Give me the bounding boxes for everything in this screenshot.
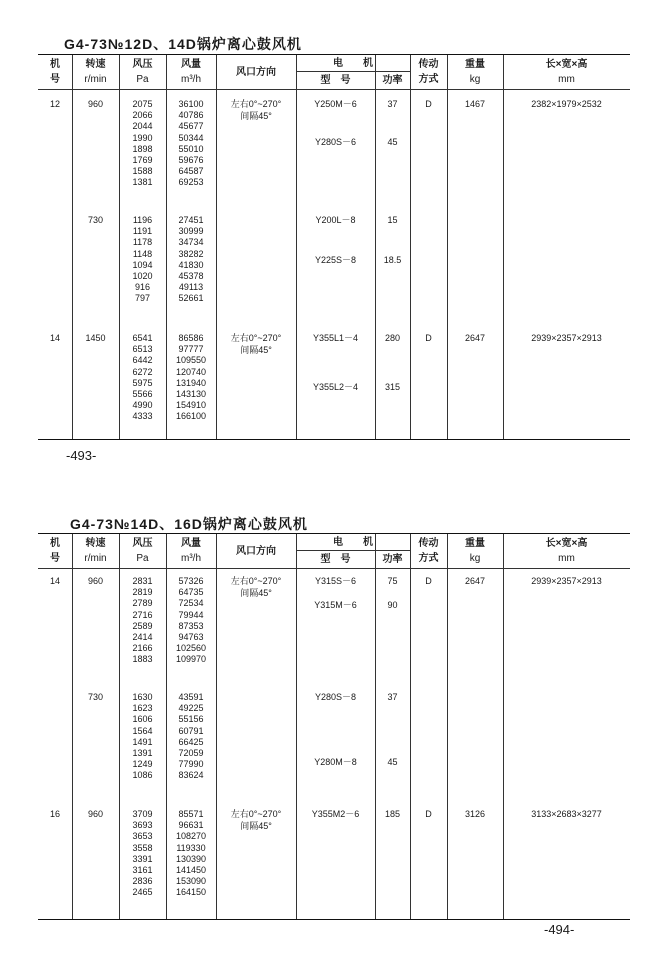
flow-value: 79944 (178, 609, 204, 620)
weight-cell: 2647 (464, 333, 486, 343)
outlet-direction: 左右0°~270° (230, 809, 282, 819)
flow-value: 59676 (178, 154, 204, 165)
dimensions-cell: 3133×2683×3277 (531, 809, 602, 819)
header-drive-2: 方式 (418, 553, 439, 564)
header-drive-2: 方式 (418, 74, 439, 85)
header-outlet: 风口方向 (236, 546, 276, 557)
header-dims-1: 长×宽×高 (545, 59, 588, 70)
fan-spec-table (38, 533, 630, 920)
pressure-value: 2066 (132, 110, 153, 121)
flow-value: 72534 (178, 598, 204, 609)
flow-value: 60791 (178, 725, 204, 736)
drive-type: D (425, 99, 432, 109)
pressure-list (119, 576, 166, 666)
outlet-interval: 间隔45° (240, 111, 272, 121)
flow-value: 141450 (175, 864, 207, 875)
motor-model: Y280M－8 (314, 757, 357, 767)
flow-value: 40786 (178, 110, 204, 121)
pressure-value: 2836 (132, 876, 153, 887)
motor-model: Y355L1－4 (312, 333, 359, 343)
pressure-value: 2044 (132, 121, 153, 132)
speed-cell: 960 (87, 576, 104, 586)
flow-list (166, 99, 216, 189)
page-number: -493- (66, 448, 97, 463)
motor-power: 45 (387, 757, 398, 767)
outlet-interval: 间隔45° (240, 345, 272, 355)
flow-list (166, 576, 216, 666)
motor-power: 37 (387, 99, 398, 109)
weight-cell: 1467 (464, 99, 486, 109)
flow-value: 50344 (178, 132, 204, 143)
outlet-direction: 左右0°~270° (230, 576, 282, 586)
header-dims-2: mm (558, 74, 575, 85)
outlet-direction: 左右0°~270° (230, 99, 282, 109)
drive-type: D (425, 576, 432, 586)
motor-power: 185 (384, 809, 401, 819)
flow-value: 130390 (175, 853, 207, 864)
motor-model: Y280S－8 (314, 692, 357, 702)
header-speed-1: 转速 (85, 538, 106, 549)
pressure-list (119, 333, 166, 423)
flow-value: 164150 (175, 887, 207, 898)
flow-value: 94763 (178, 631, 204, 642)
motor-model: Y355L2－4 (312, 382, 359, 392)
flow-value: 49113 (178, 282, 204, 293)
flow-value: 64587 (178, 166, 204, 177)
pressure-value: 5975 (132, 377, 153, 388)
flow-value: 57326 (178, 576, 204, 586)
pressure-value: 3693 (132, 820, 153, 831)
pressure-value: 1898 (132, 143, 153, 154)
flow-value: 85571 (178, 809, 204, 819)
flow-value: 38282 (178, 248, 204, 259)
flow-value: 72059 (178, 747, 204, 758)
header-flow-2: m³/h (181, 74, 201, 85)
weight-cell: 3126 (464, 809, 486, 819)
flow-value: 36100 (178, 99, 204, 109)
flow-value: 34734 (178, 237, 204, 248)
pressure-value: 916 (134, 282, 151, 293)
pressure-value: 1148 (132, 248, 153, 259)
header-motor-model: 型 号 (320, 75, 351, 86)
header-drive-1: 传动 (418, 538, 439, 549)
flow-value: 108270 (175, 831, 207, 842)
flow-value: 43591 (178, 692, 204, 702)
header-speed-2: r/min (84, 553, 107, 564)
motor-power: 15 (387, 215, 398, 225)
outlet-interval: 间隔45° (240, 588, 272, 598)
header-weight-1: 重量 (465, 538, 485, 549)
pressure-value: 1588 (132, 166, 153, 177)
flow-value: 97777 (178, 344, 204, 355)
header-flow-2: m³/h (181, 553, 201, 564)
header-machine-no-1: 机 (50, 538, 60, 549)
pressure-value: 3161 (132, 864, 153, 875)
flow-value: 45677 (178, 121, 204, 132)
pressure-value: 2831 (132, 576, 153, 586)
pressure-value: 3653 (132, 831, 153, 842)
pressure-value: 2414 (132, 631, 153, 642)
header-flow-1: 风量 (181, 59, 201, 70)
pressure-list (119, 692, 166, 782)
motor-power: 37 (387, 692, 398, 702)
pressure-value: 4990 (132, 400, 153, 411)
header-weight-2: kg (469, 74, 481, 85)
flow-value: 109550 (175, 355, 207, 366)
pressure-value: 2075 (132, 99, 153, 109)
header-weight-1: 重量 (465, 59, 485, 70)
header-machine-no-2: 号 (50, 74, 60, 85)
flow-value: 102560 (175, 643, 207, 654)
header-machine-no-2: 号 (50, 553, 60, 564)
machine-no-cell: 12 (49, 99, 60, 109)
header-outlet: 风口方向 (236, 67, 276, 78)
pressure-value: 3558 (132, 842, 153, 853)
motor-power: 45 (387, 137, 398, 147)
pressure-value: 1391 (132, 747, 153, 758)
pressure-value: 3391 (132, 853, 153, 864)
pressure-value: 2166 (132, 643, 153, 654)
pressure-value: 2819 (132, 587, 153, 598)
pressure-value: 2589 (132, 620, 153, 631)
pressure-value: 2789 (132, 598, 153, 609)
dimensions-cell: 2939×2357×2913 (531, 333, 602, 343)
flow-list (166, 692, 216, 782)
speed-cell: 960 (87, 99, 104, 109)
flow-list (166, 333, 216, 423)
table-title: G4-73№12D、14D锅炉离心鼓风机 (64, 36, 302, 52)
flow-value: 52661 (178, 293, 204, 304)
flow-value: 55156 (178, 714, 204, 725)
pressure-value: 1630 (132, 692, 153, 702)
weight-cell: 2647 (464, 576, 486, 586)
motor-power: 18.5 (383, 255, 402, 265)
pressure-list (119, 809, 166, 899)
pressure-value: 1020 (132, 270, 153, 281)
pressure-value: 1564 (132, 725, 153, 736)
header-motor: 电 机 (333, 58, 373, 69)
pressure-value: 1249 (132, 759, 153, 770)
flow-value: 120740 (175, 366, 207, 377)
flow-value: 64735 (178, 587, 204, 598)
pressure-value: 2716 (132, 609, 153, 620)
pressure-value: 6272 (132, 366, 153, 377)
motor-model: Y225S－8 (314, 255, 357, 265)
pressure-list (119, 99, 166, 189)
header-pressure-1: 风压 (132, 538, 153, 549)
flow-value: 55010 (178, 143, 204, 154)
header-dims-1: 长×宽×高 (545, 538, 588, 549)
pressure-value: 1623 (132, 703, 153, 714)
pressure-value: 797 (134, 293, 151, 304)
outlet-interval: 间隔45° (240, 821, 272, 831)
header-flow-1: 风量 (181, 538, 201, 549)
pressure-value: 1381 (132, 177, 153, 188)
flow-value: 143130 (175, 388, 207, 399)
header-pressure-2: Pa (136, 553, 149, 564)
pressure-value: 1178 (132, 237, 153, 248)
flow-value: 154910 (175, 400, 207, 411)
machine-no-cell: 14 (49, 333, 60, 343)
motor-model: Y200L－8 (315, 215, 356, 225)
flow-value: 66425 (178, 736, 204, 747)
machine-no-cell: 16 (49, 809, 60, 819)
speed-cell: 960 (87, 809, 104, 819)
header-speed-1: 转速 (85, 59, 106, 70)
flow-value: 45378 (178, 270, 204, 281)
machine-no-cell: 14 (49, 576, 60, 586)
drive-type: D (425, 333, 432, 343)
speed-cell: 730 (87, 215, 104, 225)
header-machine-no-1: 机 (50, 59, 60, 70)
pressure-value: 6541 (132, 333, 153, 343)
flow-list (166, 215, 216, 305)
flow-value: 30999 (178, 226, 204, 237)
pressure-value: 6513 (132, 344, 153, 355)
pressure-value: 1491 (132, 736, 153, 747)
flow-value: 166100 (175, 411, 207, 422)
header-motor-power: 功率 (382, 554, 403, 565)
dimensions-cell: 2939×2357×2913 (531, 576, 602, 586)
pressure-list (119, 215, 166, 305)
motor-power: 75 (387, 576, 398, 586)
header-motor-model: 型 号 (320, 554, 351, 565)
header-pressure-1: 风压 (132, 59, 153, 70)
flow-value: 49225 (178, 703, 204, 714)
header-speed-2: r/min (84, 74, 107, 85)
motor-model: Y280S－6 (314, 137, 357, 147)
motor-power: 90 (387, 600, 398, 610)
speed-cell: 730 (87, 692, 104, 702)
flow-value: 96631 (178, 820, 204, 831)
pressure-value: 4333 (132, 411, 153, 422)
header-motor: 电 机 (333, 537, 373, 548)
table-title: G4-73№14D、16D锅炉离心鼓风机 (70, 516, 308, 532)
motor-model: Y250M－6 (314, 99, 357, 109)
header-pressure-2: Pa (136, 74, 149, 85)
pressure-value: 1990 (132, 132, 153, 143)
flow-value: 77990 (178, 759, 204, 770)
pressure-value: 1196 (132, 215, 153, 225)
flow-list (166, 809, 216, 899)
header-motor-power: 功率 (382, 75, 403, 86)
header-drive-1: 传动 (418, 59, 439, 70)
header-weight-2: kg (469, 553, 481, 564)
flow-value: 69253 (178, 177, 204, 188)
pressure-value: 1769 (132, 154, 153, 165)
flow-value: 119330 (176, 842, 206, 853)
motor-power: 280 (384, 333, 401, 343)
pressure-value: 1191 (132, 226, 153, 237)
header-dims-2: mm (558, 553, 575, 564)
flow-value: 87353 (178, 620, 204, 631)
flow-value: 131940 (175, 377, 207, 388)
pressure-value: 1086 (132, 770, 153, 781)
flow-value: 109970 (175, 654, 207, 665)
pressure-value: 3709 (132, 809, 153, 819)
motor-model: Y355M2－6 (311, 809, 360, 819)
flow-value: 153090 (175, 876, 207, 887)
fan-spec-table (38, 54, 630, 440)
pressure-value: 1094 (132, 259, 153, 270)
pressure-value: 5566 (132, 388, 153, 399)
motor-model: Y315S－6 (314, 576, 357, 586)
pressure-value: 6442 (132, 355, 153, 366)
page-number: -494- (544, 922, 575, 937)
motor-power: 315 (384, 382, 401, 392)
flow-value: 86586 (178, 333, 204, 343)
pressure-value: 1883 (132, 654, 153, 665)
flow-value: 83624 (178, 770, 204, 781)
pressure-value: 2465 (132, 887, 153, 898)
outlet-direction: 左右0°~270° (230, 333, 282, 343)
motor-model: Y315M－6 (314, 600, 357, 610)
pressure-value: 1606 (132, 714, 153, 725)
drive-type: D (425, 809, 432, 819)
dimensions-cell: 2382×1979×2532 (531, 99, 602, 109)
flow-value: 41830 (178, 259, 204, 270)
speed-cell: 1450 (85, 333, 106, 343)
flow-value: 27451 (178, 215, 204, 225)
